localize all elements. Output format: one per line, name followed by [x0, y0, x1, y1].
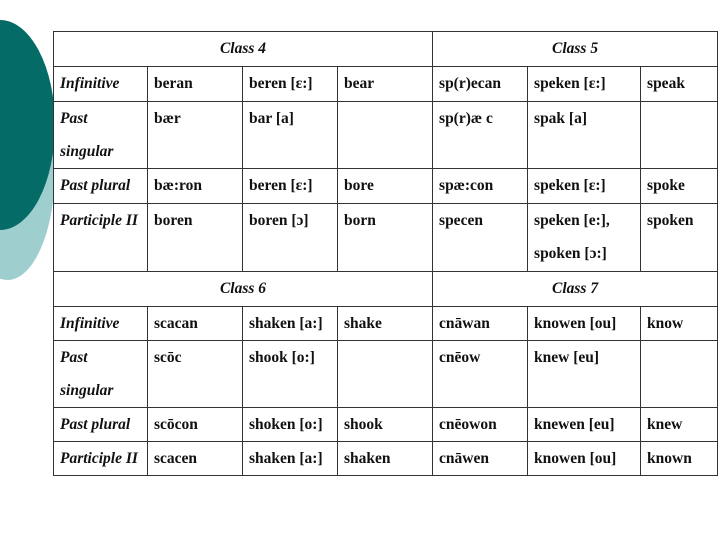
table-cell: scacen [148, 442, 243, 476]
table-cell: speak [641, 67, 718, 102]
table-cell: spak [a] [528, 102, 641, 169]
row-label-infinitive: Infinitive [54, 307, 148, 341]
table-cell: knowen [ou] [528, 307, 641, 341]
table-cell: shaken [a:] [243, 442, 338, 476]
table-cell: bæ:ron [148, 169, 243, 204]
table-cell [641, 102, 718, 169]
table-cell: sp(r)æ c [433, 102, 528, 169]
table-cell: shook [o:] [243, 341, 338, 408]
table-cell: boren [ɔ] [243, 204, 338, 272]
row-label-past-plural: Past plural [54, 169, 148, 204]
table-cell: boren [148, 204, 243, 272]
table-cell: beran [148, 67, 243, 102]
class-4-header: Class 4 [54, 32, 433, 67]
table-cell: spoken [641, 204, 718, 272]
table-cell: scōcon [148, 408, 243, 442]
row-label-past-singular [54, 102, 148, 169]
table-cell: shaken [a:] [243, 307, 338, 341]
class-7-header: Class 7 [433, 272, 718, 307]
table-cell: born [338, 204, 433, 272]
row-label-past-singular [54, 341, 148, 408]
row-label-participle: Participle II [54, 442, 148, 476]
table-row [54, 408, 718, 442]
class-5-header: Class 5 [433, 32, 718, 67]
class-header-row [54, 272, 718, 307]
table-row [54, 67, 718, 102]
table-cell: sp(r)ecan [433, 67, 528, 102]
table-cell: knowen [ou] [528, 442, 641, 476]
table-cell: shook [338, 408, 433, 442]
table-cell: cnēow [433, 341, 528, 408]
table-cell: spoke [641, 169, 718, 204]
table-cell: cnāwan [433, 307, 528, 341]
table-cell [641, 341, 718, 408]
table-cell: spæ:con [433, 169, 528, 204]
table-cell: speken [ɛ:] [528, 169, 641, 204]
table-cell: scōc [148, 341, 243, 408]
verb-classes-table [53, 31, 718, 476]
label-line: Past [60, 349, 88, 366]
table-row [54, 169, 718, 204]
cell-line: spoken [ɔ:] [534, 245, 607, 262]
table-cell: shaken [338, 442, 433, 476]
table-cell [338, 102, 433, 169]
table-row [54, 307, 718, 341]
table-cell: beren [ɛ:] [243, 67, 338, 102]
table-cell: bear [338, 67, 433, 102]
table-cell: cnēowon [433, 408, 528, 442]
table-cell: beren [ɛ:] [243, 169, 338, 204]
table-cell: cnāwen [433, 442, 528, 476]
table-row [54, 341, 718, 408]
table-cell: known [641, 442, 718, 476]
row-label-past-plural: Past plural [54, 408, 148, 442]
table-cell [528, 204, 641, 272]
label-line: singular [60, 382, 114, 399]
table-cell: know [641, 307, 718, 341]
row-label-participle: Participle II [54, 204, 148, 272]
table-row [54, 204, 718, 272]
table-cell: specen [433, 204, 528, 272]
table-row [54, 442, 718, 476]
row-label-infinitive: Infinitive [54, 67, 148, 102]
label-line: singular [60, 143, 114, 160]
table-cell: scacan [148, 307, 243, 341]
table-cell: shoken [o:] [243, 408, 338, 442]
label-line: Past [60, 110, 88, 127]
table-cell: knew [eu] [528, 341, 641, 408]
table-cell: knew [641, 408, 718, 442]
table-cell: bar [a] [243, 102, 338, 169]
class-header-row [54, 32, 718, 67]
class-6-header: Class 6 [54, 272, 433, 307]
table-cell: knewen [eu] [528, 408, 641, 442]
table-cell [338, 341, 433, 408]
table-cell: bore [338, 169, 433, 204]
table-row [54, 102, 718, 169]
table-cell: bær [148, 102, 243, 169]
table-cell: shake [338, 307, 433, 341]
table-cell: speken [ɛ:] [528, 67, 641, 102]
cell-line: speken [e:], [534, 212, 610, 229]
